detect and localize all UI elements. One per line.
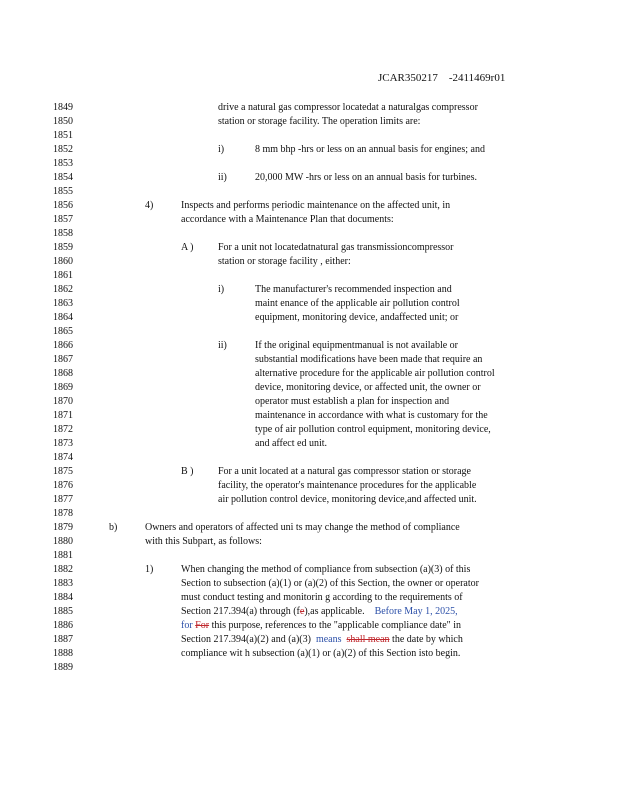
line-number: 1865 (53, 326, 73, 337)
line-number: 1874 (53, 452, 73, 463)
deleted-text: For (195, 620, 210, 631)
line-number: 1852 (53, 144, 73, 155)
list-marker-i: i) (218, 144, 225, 155)
line-number: 1884 (53, 592, 73, 603)
text-line-1876: facility, the operator's maintenance procedures for the applicable (218, 480, 477, 491)
text-line-1877: air pollution control device, monitoring device,and affected unit. (218, 494, 477, 505)
line-number: 1871 (53, 410, 73, 421)
list-marker-ii: ii) (218, 172, 227, 183)
text-line-1868: alternative procedure for the applicable air pollution control (255, 368, 495, 379)
text-line-1862: The manufacturer's recommended inspection and (255, 284, 452, 295)
line-number: 1866 (53, 340, 73, 351)
deleted-text: e (299, 606, 305, 617)
text-line-1875: For a unit located at a natural gas compressor station or storage (218, 466, 471, 477)
line-number: 1858 (53, 228, 73, 239)
line-number: 1888 (53, 648, 73, 659)
deleted-text: shall mean (346, 634, 390, 645)
line-number: 1875 (53, 466, 73, 477)
inserted-text: Before May 1, 2025, (374, 606, 458, 617)
text-line-1863: maint enance of the applicable air pollution control (255, 298, 460, 309)
text-line-1886 (181, 620, 461, 631)
line-number: 1877 (53, 494, 73, 505)
text-line-1879: Owners and operators of affected uni ts may change the method of compliance (145, 522, 460, 533)
document-id: JCAR350217 -2411469r01 (378, 72, 506, 84)
list-marker-1: 1) (145, 564, 154, 575)
line-number: 1850 (53, 116, 73, 127)
line-number: 1867 (53, 354, 73, 365)
line-number: 1873 (53, 438, 73, 449)
text-line-1873: and affect ed unit. (255, 438, 328, 449)
line-number: 1889 (53, 662, 73, 673)
text-line-1859: For a unit not locatedatnatural gas transmissioncompressor (218, 242, 454, 253)
list-marker-B: B ) (181, 466, 194, 477)
line-number: 1872 (53, 424, 73, 435)
line-number: 1849 (53, 102, 73, 113)
text-line-1872: type of air pollution control equipment, monitoring device, (255, 424, 491, 435)
line-number: 1880 (53, 536, 73, 547)
list-marker-i: i) (218, 284, 225, 295)
line-number: 1854 (53, 172, 73, 183)
line-number: 1887 (53, 634, 73, 645)
line-number: 1881 (53, 550, 73, 561)
text-segment: this purpose, references to the "applicable compliance date" in (209, 620, 462, 631)
line-number: 1868 (53, 368, 73, 379)
text-line-1864: equipment, monitoring device, andaffected unit; or (255, 312, 459, 323)
text-line-1866: If the original equipmentmanual is not available or (255, 340, 458, 351)
list-marker-4: 4) (145, 200, 154, 211)
text-line-1880: with this Subpart, as follows: (145, 536, 262, 547)
text-line-1867: substantial modifications have been made that require an (255, 354, 483, 365)
line-number: 1853 (53, 158, 73, 169)
text-line-1885 (181, 606, 458, 617)
text-line-1870: operator must establish a plan for inspection and (255, 396, 450, 407)
inserted-text: for (181, 620, 193, 631)
text-line-1883: Section to subsection (a)(1) or (a)(2) of this Section, the owner or operator (181, 578, 479, 589)
text-segment: Section 217.394(a)(2) and (a)(3) (181, 634, 311, 645)
line-number: 1857 (53, 214, 73, 225)
line-number: 1883 (53, 578, 73, 589)
line-number: 1869 (53, 382, 73, 393)
line-number: 1851 (53, 130, 73, 141)
line-number: 1862 (53, 284, 73, 295)
list-marker-ii: ii) (218, 340, 227, 351)
text-segment: ),as applicable. (304, 606, 365, 617)
text-line-1849: drive a natural gas compressor locatedat a naturalgas compressor (218, 102, 478, 113)
line-number: 1876 (53, 480, 73, 491)
text-segment: the date by which (389, 634, 463, 645)
line-number: 1856 (53, 200, 73, 211)
line-number: 1864 (53, 312, 73, 323)
line-number: 1870 (53, 396, 73, 407)
inserted-text: means (315, 634, 342, 645)
list-marker-A: A ) (181, 242, 194, 253)
text-line-1860: station or storage facility , either: (218, 256, 351, 267)
line-number: 1885 (53, 606, 73, 617)
text-line-1857: accordance with a Maintenance Plan that documents: (181, 214, 394, 225)
text-line-1888: compliance wit h subsection (a)(1) or (a)(2) of this Section isto begin. (181, 648, 461, 659)
text-line-1854: 20,000 MW -hrs or less on an annual basis for turbines. (255, 172, 478, 183)
text-line-1882: When changing the method of compliance from subsection (a)(3) of this (181, 564, 471, 575)
text-line-1887 (181, 634, 463, 645)
text-segment: Section 217.394(a) through (f (181, 606, 300, 617)
text-line-1871: maintenance in accordance with what is customary for the (255, 410, 488, 421)
line-number: 1886 (53, 620, 73, 631)
text-line-1852: 8 mm bhp -hrs or less on an annual basis for engines; and (255, 144, 485, 155)
text-line-1850: station or storage facility. The operation limits are: (218, 116, 421, 127)
line-number: 1863 (53, 298, 73, 309)
line-number: 1879 (53, 522, 73, 533)
line-number: 1861 (53, 270, 73, 281)
list-marker-b: b) (109, 522, 118, 533)
line-number: 1855 (53, 186, 73, 197)
text-line-1884: must conduct testing and monitorin g according to the requirements of (181, 592, 463, 603)
text-line-1869: device, monitoring device, or affected unit, the owner or (255, 382, 481, 393)
line-number: 1860 (53, 256, 73, 267)
line-number: 1882 (53, 564, 73, 575)
line-number: 1859 (53, 242, 73, 253)
text-line-1856: Inspects and performs periodic maintenance on the affected unit, in (181, 200, 451, 211)
line-number: 1878 (53, 508, 73, 519)
